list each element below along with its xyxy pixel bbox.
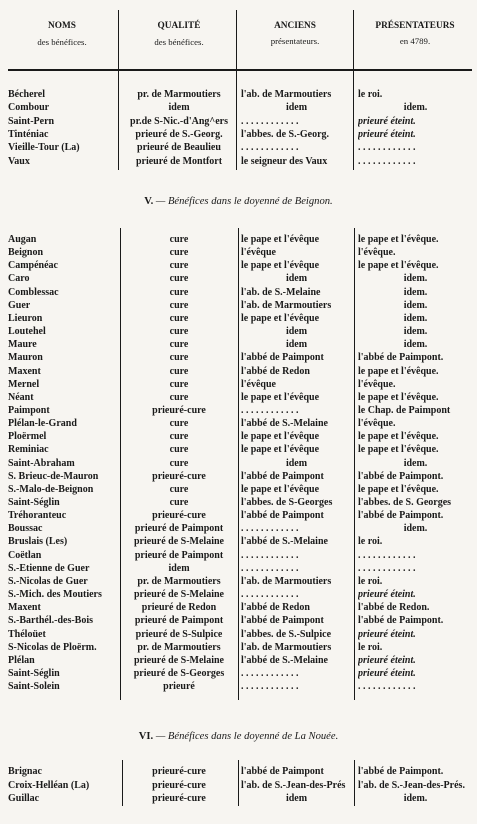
benefice-name: Boussac (8, 523, 43, 535)
benefice-name: Bécherel (8, 89, 46, 100)
section-heading-vi (0, 731, 477, 742)
former-presenter: idem (285, 457, 308, 469)
table-row (0, 155, 477, 168)
header-col3-sub: présentateurs. (270, 36, 320, 46)
former-presenter: l'abbé de Paimpont (241, 470, 324, 482)
benefice-quality: prieuré de Paimpont (134, 615, 224, 627)
benefice-quality: cure (169, 431, 189, 443)
presenter-1789: idem. (403, 793, 428, 804)
header-col2-title: QUALITÉ (157, 21, 201, 31)
section-heading-v (0, 196, 477, 207)
presenter-1789: . . . . . . . . . . . . (358, 549, 416, 561)
former-presenter: l'ab. de Marmoutiers (241, 89, 332, 100)
presenter-1789: . . . . . . . . . . . . (358, 681, 416, 693)
table-row (0, 272, 477, 285)
former-presenter: l'abbé de Paimpont (241, 766, 324, 777)
presenter-1789: idem. (403, 457, 428, 469)
benefice-name: Vaux (8, 155, 30, 167)
benefice-quality: prieuré (163, 681, 195, 693)
presenter-1789: . . . . . . . . . . . . (358, 562, 416, 574)
table-row (0, 391, 477, 404)
former-presenter: idem (285, 339, 308, 351)
benefice-quality: idem (168, 102, 190, 114)
presenter-1789: . . . . . . . . . . . . (358, 155, 416, 167)
former-presenter: . . . . . . . . . . . . (241, 681, 299, 693)
former-presenter: le pape et l'évêque (241, 234, 320, 245)
presenter-1789: le Chap. de Paimpont (358, 404, 451, 416)
former-presenter: idem (285, 326, 308, 338)
table-row (0, 101, 477, 114)
benefice-quality: pr. de Marmoutiers (137, 89, 221, 100)
former-presenter: le pape et l'évêque (241, 444, 320, 456)
table-row (0, 286, 477, 299)
former-presenter: le pape et l'évêque (241, 483, 320, 495)
benefice-quality: cure (169, 286, 189, 298)
former-presenter: l'abbé de S.-Melaine (241, 536, 328, 548)
presenter-1789: le roi. (358, 641, 383, 653)
presenter-1789: idem. (403, 523, 428, 535)
section-title: — Bénéfices dans le doyenné de La Nouée. (155, 731, 339, 742)
benefice-quality: prieuré-cure (152, 510, 206, 522)
table-row (0, 509, 477, 522)
presenter-1789: l'abbé de Paimpont. (358, 470, 444, 482)
presenter-1789: prieuré éteint. (358, 667, 416, 679)
former-presenter: . . . . . . . . . . . . (241, 115, 299, 127)
benefice-quality: cure (169, 273, 189, 285)
presenter-1789: le roi. (358, 575, 383, 587)
table-row (0, 457, 477, 470)
header-col3-title: ANCIENS (274, 21, 316, 31)
benefice-name: Saint-Séglin (8, 667, 60, 679)
table-row (0, 299, 477, 312)
former-presenter: le seigneur des Vaux (241, 155, 328, 167)
presenter-1789: idem. (403, 286, 428, 298)
former-presenter: . . . . . . . . . . . . (241, 589, 299, 601)
benefice-quality: pr. de Marmoutiers (137, 641, 221, 653)
presenter-1789: prieuré éteint. (358, 628, 416, 640)
benefice-quality: cure (169, 391, 189, 403)
presenter-1789: le pape et l'évêque. (358, 483, 439, 495)
benefice-name: Plélan (8, 654, 35, 666)
table-row (0, 128, 477, 141)
table-row (0, 417, 477, 430)
former-presenter: l'abbes. de S.-Georg. (241, 128, 330, 140)
presenter-1789: prieuré éteint. (358, 115, 416, 127)
benefice-name: Reminiac (8, 444, 49, 456)
presenter-1789: idem. (403, 273, 428, 285)
benefice-name: Vieille-Tour (La) (8, 142, 80, 154)
benefice-quality: prieuré de S.-Georg. (135, 128, 223, 140)
header-col4-title: PRÉSENTATEURS (375, 21, 455, 31)
presenter-1789: prieuré éteint. (358, 128, 416, 140)
table-row (0, 601, 477, 614)
benefice-name: Mauron (8, 352, 43, 364)
benefice-name: Guer (8, 299, 31, 311)
benefice-name: Bruslais (Les) (8, 536, 68, 548)
presenter-1789: le pape et l'évêque. (358, 234, 439, 245)
benefice-name: Loutehel (8, 326, 46, 338)
benefice-quality: cure (169, 378, 189, 390)
presenter-1789: le roi. (358, 536, 383, 548)
table-row (0, 667, 477, 680)
former-presenter: idem (285, 102, 308, 114)
former-presenter: l'ab. de Marmoutiers (241, 575, 332, 587)
presenter-1789: idem. (403, 102, 428, 114)
table-row (0, 614, 477, 627)
former-presenter: l'évêque (241, 247, 276, 259)
benefice-name: Saint-Solein (8, 681, 60, 693)
benefice-name: Lieuron (8, 312, 43, 324)
presenter-1789: idem. (403, 339, 428, 351)
header-col-names (8, 14, 116, 72)
benefice-name: Tinténiac (8, 128, 49, 140)
benefice-quality: prieuré de Montfort (135, 155, 223, 167)
benefice-name: Augan (8, 234, 37, 245)
benefice-name: Plélan-le-Grand (8, 418, 77, 430)
table-row (0, 338, 477, 351)
former-presenter: l'abbé de S.-Melaine (241, 654, 328, 666)
benefice-name: Comblessac (8, 286, 59, 298)
header-col4-sub: en 4789. (399, 36, 431, 46)
former-presenter: l'ab. de S.-Melaine (241, 286, 321, 298)
table-row (0, 246, 477, 259)
table-row (0, 115, 477, 128)
presenter-1789: l'abbé de Paimpont. (358, 510, 444, 522)
former-presenter: l'ab. de Marmoutiers (241, 641, 332, 653)
former-presenter: l'évêque (241, 378, 276, 390)
benefice-quality: prieuré de S-Melaine (134, 654, 224, 666)
benefice-name: Saint-Séglin (8, 497, 60, 508)
benefice-quality: cure (169, 352, 189, 364)
former-presenter: le pape et l'évêque (241, 260, 320, 272)
presenter-1789: l'abbes. de S. Georges (358, 497, 452, 508)
benefice-quality: cure (169, 326, 189, 338)
header-rule (8, 69, 472, 71)
table-row (0, 641, 477, 654)
benefice-quality: prieuré-cure (152, 404, 206, 416)
former-presenter: l'abbé de Redon (241, 602, 310, 614)
benefice-quality: prieuré-cure (152, 779, 206, 791)
benefice-name: Ploërmel (8, 431, 47, 443)
benefice-quality: cure (169, 457, 189, 469)
former-presenter: le pape et l'évêque (241, 431, 320, 443)
benefice-name: Maxent (8, 602, 41, 614)
benefice-quality: pr. de Marmoutiers (137, 575, 221, 587)
table-row (0, 535, 477, 548)
benefice-quality: prieuré de Paimpont (134, 523, 224, 535)
presenter-1789: idem. (403, 299, 428, 311)
presenter-1789: idem. (403, 312, 428, 324)
benefice-name: Campénéac (8, 260, 58, 272)
table-row (0, 88, 477, 101)
benefice-name: Théloüet (8, 628, 46, 640)
presenter-1789: prieuré éteint. (358, 654, 416, 666)
benefice-quality: cure (169, 444, 189, 456)
section-title: — Bénéfices dans le doyenné de Beignon. (155, 196, 333, 207)
table-row (0, 522, 477, 535)
benefice-name: Beignon (8, 247, 44, 259)
table-row (0, 430, 477, 443)
table-row (0, 259, 477, 272)
benefice-quality: prieuré de Redon (141, 602, 217, 614)
table-row (0, 654, 477, 667)
presenter-1789: l'évêque. (358, 418, 396, 430)
benefice-quality: prieuré-cure (152, 470, 206, 482)
benefice-name: Saint-Pern (8, 115, 55, 127)
benefice-name: Croix-Helléan (La) (8, 779, 90, 791)
section-number: V. (144, 196, 154, 207)
table-row (0, 680, 477, 693)
presenter-1789: le pape et l'évêque. (358, 365, 439, 377)
former-presenter: l'abbé de Redon (241, 365, 310, 377)
former-presenter: l'abbé de Paimpont (241, 352, 324, 364)
former-presenter: l'ab. de S.-Jean-des-Prés (241, 779, 346, 791)
benefice-quality: cure (169, 260, 189, 272)
presenter-1789: l'évêque. (358, 378, 396, 390)
benefice-name: S.-Mich. des Moutiers (8, 589, 102, 601)
table-row (0, 443, 477, 456)
former-presenter: l'abbé de Paimpont (241, 510, 324, 522)
benefice-name: Néant (8, 391, 34, 403)
former-presenter: l'abbes. de S-Georges (241, 497, 333, 508)
benefice-quality: prieuré de S-Sulpice (135, 628, 223, 640)
table-row (0, 779, 477, 792)
table-row (0, 588, 477, 601)
table-row (0, 404, 477, 417)
header-col-quality (122, 14, 236, 72)
benefice-quality: cure (169, 497, 189, 508)
table-row (0, 792, 477, 805)
benefice-quality: cure (169, 365, 189, 377)
table-row (0, 483, 477, 496)
header-col2-sub: des bénéfices. (154, 37, 204, 47)
table-row (0, 628, 477, 641)
benefice-quality: cure (169, 418, 189, 430)
benefice-name: S.-Malo-de-Beignon (8, 483, 94, 495)
table-row (0, 549, 477, 562)
presenter-1789: le pape et l'évêque. (358, 391, 439, 403)
table-row (0, 562, 477, 575)
table-row (0, 765, 477, 778)
benefice-name: Coëtlan (8, 549, 42, 561)
benefice-name: Tréhoranteuc (8, 510, 67, 522)
former-presenter: . . . . . . . . . . . . (241, 562, 299, 574)
former-presenter: le pape et l'évêque (241, 391, 320, 403)
benefice-name: Mernel (8, 378, 40, 390)
benefice-quality: prieuré de Beaulieu (137, 142, 221, 154)
benefice-name: Saint-Abraham (8, 457, 75, 469)
presenter-1789: le pape et l'évêque. (358, 444, 439, 456)
benefice-quality: prieuré-cure (152, 766, 206, 777)
table-row (0, 233, 477, 246)
presenter-1789: l'évêque. (358, 247, 396, 259)
former-presenter: . . . . . . . . . . . . (241, 404, 299, 416)
former-presenter: idem (285, 793, 308, 804)
former-presenter: l'ab. de Marmoutiers (241, 299, 332, 311)
presenter-1789: prieuré éteint. (358, 589, 416, 601)
benefice-quality: prieuré de S-Melaine (134, 589, 224, 601)
former-presenter: le pape et l'évêque (241, 312, 320, 324)
benefice-quality: prieuré de S-Melaine (134, 536, 224, 548)
benefice-name: Caro (8, 273, 30, 285)
benefice-name: Maxent (8, 365, 41, 377)
benefice-quality: prieuré-cure (152, 793, 206, 804)
presenter-1789: l'abbé de Paimpont. (358, 766, 444, 777)
benefice-quality: prieuré de S-Georges (133, 667, 225, 679)
benefice-name: Paimpont (8, 404, 50, 416)
table-row (0, 351, 477, 364)
section-number: VI. (138, 731, 154, 742)
presenter-1789: idem. (403, 326, 428, 338)
former-presenter: . . . . . . . . . . . . (241, 549, 299, 561)
benefice-name: S.-Etienne de Guer (8, 562, 90, 574)
benefice-quality: cure (169, 483, 189, 495)
table-row (0, 312, 477, 325)
benefice-name: Guillac (8, 793, 40, 804)
presenter-1789: le pape et l'évêque. (358, 431, 439, 443)
presenter-1789: . . . . . . . . . . . . (358, 142, 416, 154)
benefice-quality: cure (169, 312, 189, 324)
table-row (0, 141, 477, 154)
former-presenter: . . . . . . . . . . . . (241, 142, 299, 154)
benefice-name: Maure (8, 339, 37, 351)
presenter-1789: l'abbé de Paimpont. (358, 352, 444, 364)
presenter-1789: le pape et l'évêque. (358, 260, 439, 272)
benefice-name: S. Brieuc-de-Mauron (8, 470, 99, 482)
presenter-1789: le roi. (358, 89, 383, 100)
benefice-quality: cure (169, 299, 189, 311)
benefice-quality: prieuré de Paimpont (134, 549, 224, 561)
benefice-quality: cure (169, 247, 189, 259)
benefice-name: Brignac (8, 766, 42, 777)
table-row (0, 378, 477, 391)
presenter-1789: l'abbé de Redon. (358, 602, 430, 614)
benefice-name: S.-Nicolas de Guer (8, 575, 88, 587)
header-col1-title: NOMS (48, 21, 76, 31)
table-row (0, 470, 477, 483)
benefice-quality: pr.de S-Nic.-d'Ang^ers (130, 115, 228, 127)
benefice-quality: cure (169, 234, 189, 245)
former-presenter: . . . . . . . . . . . . (241, 523, 299, 535)
table-row (0, 496, 477, 509)
benefice-quality: idem (168, 562, 190, 574)
former-presenter: l'abbé de Paimpont (241, 615, 324, 627)
table-row (0, 575, 477, 588)
former-presenter: . . . . . . . . . . . . (241, 667, 299, 679)
presenter-1789: l'ab. de S.-Jean-des-Prés. (358, 779, 465, 791)
benefice-name: Combour (8, 102, 50, 114)
presenter-1789: l'abbé de Paimpont. (358, 615, 444, 627)
benefice-name: S-Nicolas de Ploërm. (8, 641, 97, 653)
header-col-presenters (356, 14, 474, 72)
former-presenter: l'abbes. de S.-Sulpice (241, 628, 332, 640)
benefice-quality: cure (169, 339, 189, 351)
former-presenter: idem (285, 273, 308, 285)
header-col1-sub: des bénéfices. (37, 37, 87, 47)
benefice-name: S.-Barthél.-des-Bois (8, 615, 93, 627)
table-row (0, 365, 477, 378)
header-col-former (238, 14, 352, 72)
former-presenter: l'abbé de S.-Melaine (241, 418, 328, 430)
table-row (0, 325, 477, 338)
